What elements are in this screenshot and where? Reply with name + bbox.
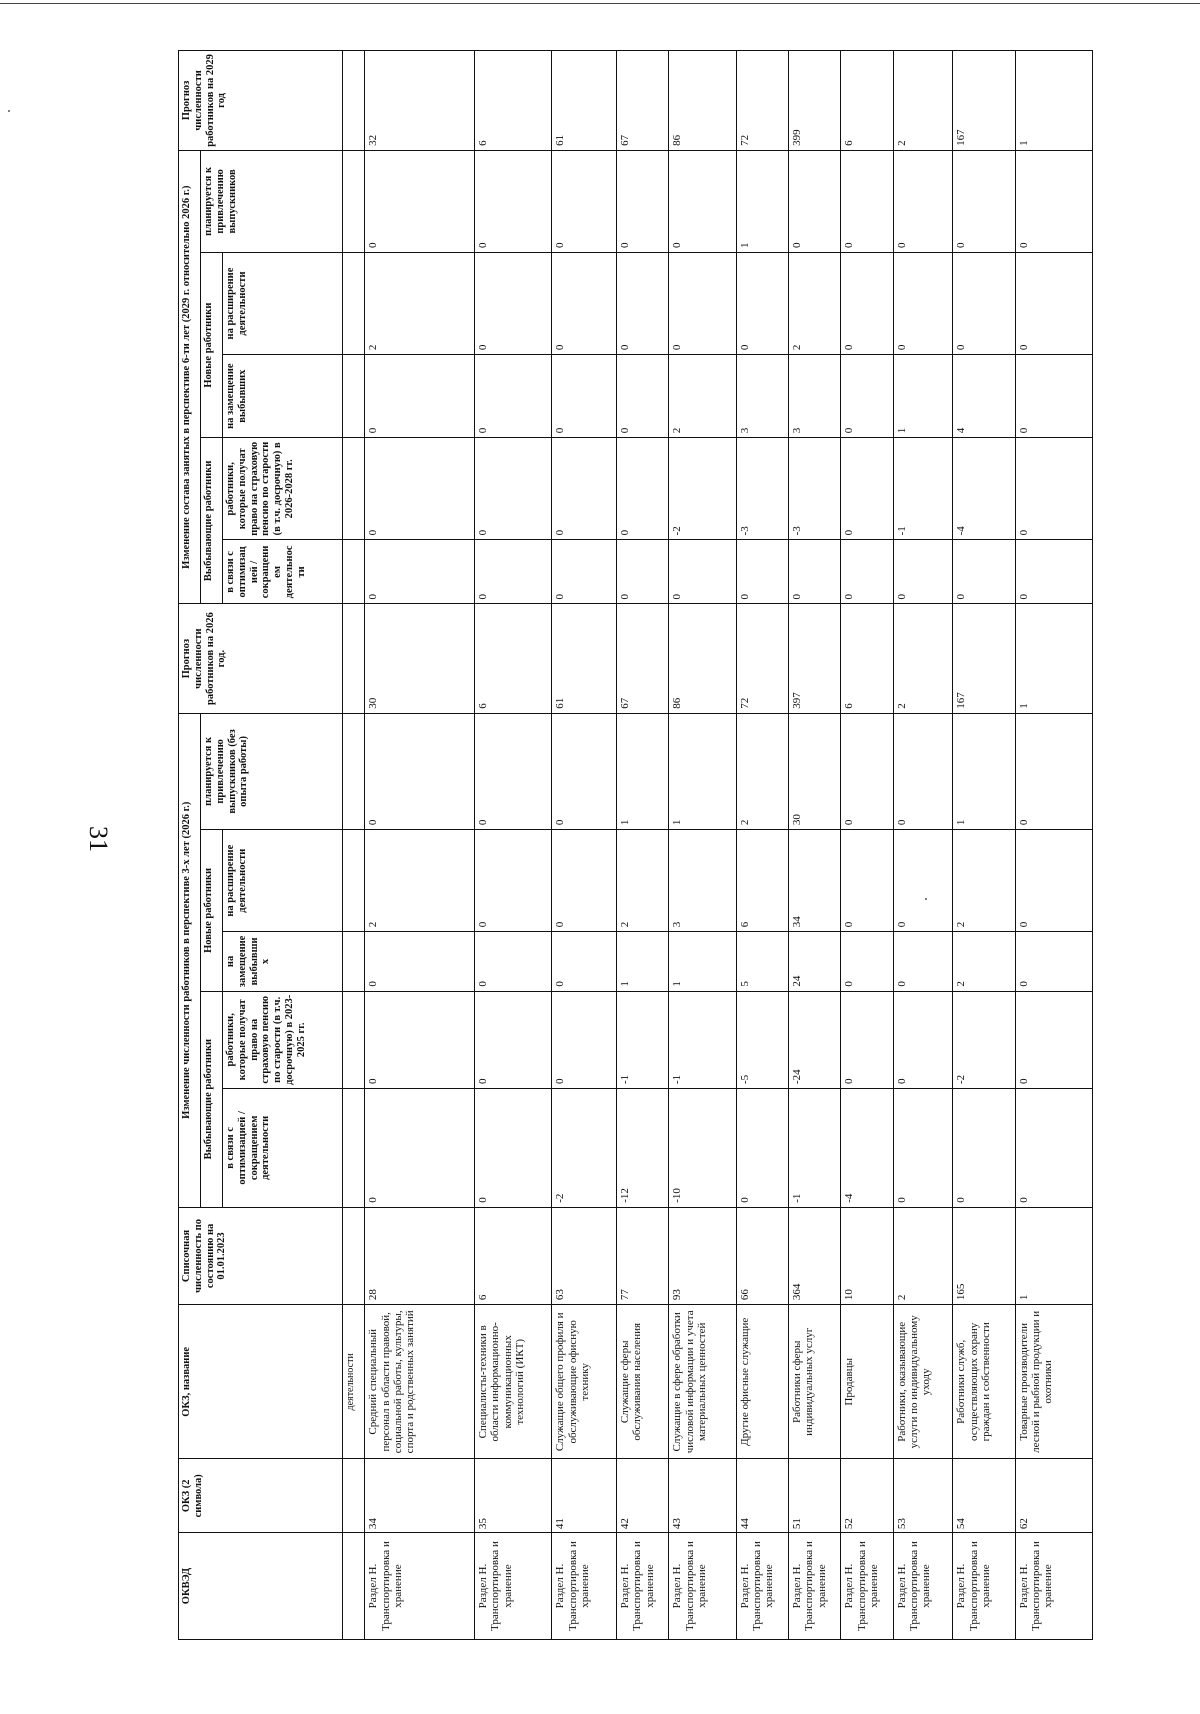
cell-leave-opt-6y: 0 xyxy=(953,540,1015,604)
scan-speck xyxy=(8,110,10,112)
cell-leave-opt-3y: 0 xyxy=(475,1089,552,1208)
cell-headcount-2023: 10 xyxy=(841,1207,893,1304)
cell-okved: Раздел H. Транспортировка и хранение xyxy=(841,1533,893,1640)
header-grads-3y: планируется к привлечению выпускников (без опыта работы) xyxy=(201,713,343,829)
cell-grads-3y: 0 xyxy=(893,713,953,829)
cell-leave-opt-3y: -2 xyxy=(552,1089,617,1208)
cell-leave-pension-3y: 0 xyxy=(1015,991,1092,1088)
cell-grads-3y: 1 xyxy=(617,713,669,829)
cell-grads-3y: 0 xyxy=(1015,713,1092,829)
cell-leave-pension-3y: -5 xyxy=(736,991,788,1088)
cell-leave-opt-6y: 0 xyxy=(365,540,475,604)
cell-leave-pension-3y: 0 xyxy=(841,991,893,1088)
cell-leave-opt-6y: 0 xyxy=(841,540,893,604)
cell-leave-pension-3y: 0 xyxy=(365,991,475,1088)
cell-forecast-2026: 86 xyxy=(669,604,736,713)
table-row xyxy=(788,51,840,1640)
table-body xyxy=(343,51,1093,1640)
cell-leave-pension-6y: 0 xyxy=(1015,438,1092,540)
header-okz-code: ОКЗ (2 символа) xyxy=(179,1459,343,1533)
cell-new-expand-6y: 0 xyxy=(552,252,617,354)
cell-grads-6y: 0 xyxy=(552,150,617,252)
cell-leave-pension-6y: 0 xyxy=(841,438,893,540)
cell-leave-pension-6y: -1 xyxy=(893,438,953,540)
cell-okved: Раздел H. Транспортировка и хранение xyxy=(617,1533,669,1640)
header-leaving-6y: Выбывающие работники xyxy=(201,438,223,604)
cell-forecast-2029: 67 xyxy=(617,51,669,151)
cell-forecast-2029: 167 xyxy=(953,51,1015,151)
header-new-replace-3y: на замещение выбывших xyxy=(223,932,343,991)
cell-leave-pension-6y: -2 xyxy=(669,438,736,540)
cell-new-expand-6y: 0 xyxy=(617,252,669,354)
cell-okz-name: Работники, оказывающие услуги по индивидуальному уходу xyxy=(893,1305,953,1459)
cell-new-expand-6y: 2 xyxy=(365,252,475,354)
cell-new-expand-3y: 2 xyxy=(365,830,475,932)
cell-new-replace-3y: 24 xyxy=(788,932,840,991)
cell-grads-6y: 0 xyxy=(669,150,736,252)
table-row xyxy=(841,51,893,1640)
cell-headcount-2023: 1 xyxy=(1015,1207,1092,1304)
cell-grads-6y: 0 xyxy=(475,150,552,252)
cell-leave-opt-3y: 0 xyxy=(893,1089,953,1208)
carryover-text: деятельности xyxy=(343,1305,365,1459)
cell-grads-3y: 0 xyxy=(365,713,475,829)
cell-grads-6y: 0 xyxy=(953,150,1015,252)
cell-grads-3y: 1 xyxy=(669,713,736,829)
cell-forecast-2026: 2 xyxy=(893,604,953,713)
cell-leave-opt-6y: 0 xyxy=(736,540,788,604)
cell-leave-opt-3y: 0 xyxy=(365,1089,475,1208)
cell-leave-pension-6y: 0 xyxy=(365,438,475,540)
header-grads-6y: планируется к привлечению выпускников xyxy=(201,150,343,252)
cell-leave-pension-3y: 0 xyxy=(552,991,617,1088)
cell-grads-6y: 0 xyxy=(788,150,840,252)
cell-new-expand-6y: 2 xyxy=(788,252,840,354)
cell-okved: Раздел H. Транспортировка и хранение xyxy=(365,1533,475,1640)
page-number: 31 xyxy=(84,826,113,852)
cell-new-expand-3y: 3 xyxy=(669,830,736,932)
cell-okz-code: 43 xyxy=(669,1459,736,1533)
cell-forecast-2026: 72 xyxy=(736,604,788,713)
cell-grads-6y: 0 xyxy=(893,150,953,252)
cell-new-replace-6y: 0 xyxy=(1015,355,1092,438)
cell-new-expand-3y: 0 xyxy=(475,830,552,932)
cell-grads-6y: 1 xyxy=(736,150,788,252)
cell-leave-opt-6y: 0 xyxy=(669,540,736,604)
cell-leave-opt-3y: -12 xyxy=(617,1089,669,1208)
cell-okz-code: 53 xyxy=(893,1459,953,1533)
cell-forecast-2029: 61 xyxy=(552,51,617,151)
cell-okz-code: 62 xyxy=(1015,1459,1092,1533)
cell-okved: Раздел H. Транспортировка и хранение xyxy=(669,1533,736,1640)
cell-new-replace-6y: 4 xyxy=(953,355,1015,438)
cell-leave-pension-6y: 0 xyxy=(617,438,669,540)
cell-new-expand-3y: 0 xyxy=(552,830,617,932)
cell-leave-pension-3y: 0 xyxy=(893,991,953,1088)
cell-leave-pension-3y: -1 xyxy=(617,991,669,1088)
header-new-expand-6y: на расширение деятельности xyxy=(223,252,343,354)
cell-okz-name: Служащие сферы обслуживания населения xyxy=(617,1305,669,1459)
cell-new-expand-3y: 34 xyxy=(788,830,840,932)
carryover-row xyxy=(343,51,365,1640)
cell-forecast-2029: 86 xyxy=(669,51,736,151)
header-new-6y: Новые работники xyxy=(201,252,223,437)
cell-forecast-2029: 6 xyxy=(841,51,893,151)
cell-leave-opt-6y: 0 xyxy=(1015,540,1092,604)
cell-leave-opt-3y: 0 xyxy=(953,1089,1015,1208)
cell-new-replace-6y: 1 xyxy=(893,355,953,438)
table-row xyxy=(552,51,617,1640)
cell-new-expand-6y: 0 xyxy=(893,252,953,354)
cell-new-expand-6y: 0 xyxy=(953,252,1015,354)
header-new-replace-6y: на замещение выбывших xyxy=(223,355,343,438)
cell-okved: Раздел H. Транспортировка и хранение xyxy=(953,1533,1015,1640)
cell-okz-name: Товарные производители лесной и рыбной продукции и охотники xyxy=(1015,1305,1092,1459)
cell-forecast-2026: 1 xyxy=(1015,604,1092,713)
cell-okz-name: Специалисты-техники в области информационно-коммуникационных технологий (ИКТ) xyxy=(475,1305,552,1459)
cell-leave-pension-3y: -24 xyxy=(788,991,840,1088)
cell-leave-pension-6y: 0 xyxy=(552,438,617,540)
cell-new-expand-3y: 2 xyxy=(953,830,1015,932)
cell-leave-opt-6y: 0 xyxy=(617,540,669,604)
table-row xyxy=(736,51,788,1640)
cell-grads-3y: 0 xyxy=(552,713,617,829)
cell-new-replace-3y: 0 xyxy=(841,932,893,991)
header-okz-name: ОКЗ, название xyxy=(179,1305,343,1459)
header-forecast-2029: Прогноз численности работников на 2029 год xyxy=(179,51,343,151)
cell-forecast-2026: 30 xyxy=(365,604,475,713)
cell-leave-opt-3y: -4 xyxy=(841,1089,893,1208)
cell-headcount-2023: 93 xyxy=(669,1207,736,1304)
cell-new-replace-3y: 0 xyxy=(1015,932,1092,991)
cell-new-expand-3y: 2 xyxy=(617,830,669,932)
cell-okz-code: 41 xyxy=(552,1459,617,1533)
cell-headcount-2023: 77 xyxy=(617,1207,669,1304)
cell-new-replace-3y: 2 xyxy=(953,932,1015,991)
cell-new-expand-3y: 0 xyxy=(893,830,953,932)
cell-okved: Раздел H. Транспортировка и хранение xyxy=(893,1533,953,1640)
cell-new-replace-6y: 0 xyxy=(552,355,617,438)
cell-new-replace-6y: 0 xyxy=(475,355,552,438)
cell-okz-code: 52 xyxy=(841,1459,893,1533)
cell-okz-code: 42 xyxy=(617,1459,669,1533)
header-new-3y: Новые работники xyxy=(201,830,223,992)
table-row xyxy=(365,51,475,1640)
cell-new-expand-6y: 0 xyxy=(475,252,552,354)
scan-edge-line xyxy=(0,3,1200,4)
cell-okz-name: Работники служб, осуществляющих охрану граждан и собственности xyxy=(953,1305,1015,1459)
cell-new-replace-6y: 0 xyxy=(617,355,669,438)
cell-new-replace-3y: 1 xyxy=(617,932,669,991)
cell-forecast-2026: 6 xyxy=(475,604,552,713)
cell-forecast-2029: 399 xyxy=(788,51,840,151)
cell-new-replace-3y: 1 xyxy=(669,932,736,991)
cell-headcount-2023: 165 xyxy=(953,1207,1015,1304)
cell-leave-opt-6y: 0 xyxy=(788,540,840,604)
cell-okz-name: Продавцы xyxy=(841,1305,893,1459)
cell-forecast-2029: 6 xyxy=(475,51,552,151)
header-new-expand-3y: на расширение деятельности xyxy=(223,830,343,932)
cell-okved: Раздел H. Транспортировка и хранение xyxy=(475,1533,552,1640)
cell-grads-3y: 30 xyxy=(788,713,840,829)
cell-headcount-2023: 364 xyxy=(788,1207,840,1304)
cell-headcount-2023: 6 xyxy=(475,1207,552,1304)
cell-okz-code: 44 xyxy=(736,1459,788,1533)
table-row xyxy=(617,51,669,1640)
cell-new-replace-6y: 0 xyxy=(841,355,893,438)
cell-headcount-2023: 2 xyxy=(893,1207,953,1304)
cell-grads-3y: 2 xyxy=(736,713,788,829)
cell-leave-pension-3y: -1 xyxy=(669,991,736,1088)
cell-leave-pension-3y: 0 xyxy=(475,991,552,1088)
cell-leave-opt-3y: 0 xyxy=(1015,1089,1092,1208)
cell-okved: Раздел H. Транспортировка и хранение xyxy=(1015,1533,1092,1640)
cell-headcount-2023: 63 xyxy=(552,1207,617,1304)
cell-okz-code: 51 xyxy=(788,1459,840,1533)
cell-new-replace-3y: 0 xyxy=(893,932,953,991)
table-row xyxy=(893,51,953,1640)
cell-okz-name: Средний специальный персонал в области правовой, социальной работы, культуры, спорта и родственных занятий xyxy=(365,1305,475,1459)
cell-leave-opt-3y: 0 xyxy=(736,1089,788,1208)
header-leave-opt-6y: в связи с оптимизацией / сокращением деятельности xyxy=(223,540,343,604)
cell-leave-pension-3y: -2 xyxy=(953,991,1015,1088)
cell-leave-opt-3y: -10 xyxy=(669,1089,736,1208)
header-change-3y: Изменение численности работников в перспективе 3-х лет (2026 г.) xyxy=(179,713,201,1207)
cell-forecast-2029: 2 xyxy=(893,51,953,151)
cell-leave-pension-6y: -3 xyxy=(736,438,788,540)
table-row xyxy=(953,51,1015,1640)
cell-forecast-2026: 6 xyxy=(841,604,893,713)
cell-okz-name: Работники сферы индивидуальных услуг xyxy=(788,1305,840,1459)
cell-new-expand-3y: 6 xyxy=(736,830,788,932)
cell-leave-opt-6y: 0 xyxy=(893,540,953,604)
cell-leave-opt-6y: 0 xyxy=(475,540,552,604)
cell-grads-6y: 0 xyxy=(365,150,475,252)
table-header xyxy=(179,51,343,1640)
cell-forecast-2026: 397 xyxy=(788,604,840,713)
cell-new-replace-6y: 0 xyxy=(365,355,475,438)
header-leave-pension-3y: работники, которые получат право на страховую пенсию по старости (в т.ч. досрочную) в 2023-2025 гг. xyxy=(223,991,343,1088)
cell-forecast-2029: 32 xyxy=(365,51,475,151)
cell-okz-code: 35 xyxy=(475,1459,552,1533)
cell-headcount-2023: 28 xyxy=(365,1207,475,1304)
cell-new-expand-6y: 0 xyxy=(736,252,788,354)
cell-leave-pension-6y: 0 xyxy=(475,438,552,540)
cell-forecast-2029: 1 xyxy=(1015,51,1092,151)
cell-new-replace-3y: 0 xyxy=(552,932,617,991)
cell-new-expand-3y: 0 xyxy=(1015,830,1092,932)
cell-new-replace-3y: 0 xyxy=(365,932,475,991)
cell-okz-code: 34 xyxy=(365,1459,475,1533)
cell-okz-code: 54 xyxy=(953,1459,1015,1533)
cell-grads-3y: 1 xyxy=(953,713,1015,829)
cell-leave-opt-3y: -1 xyxy=(788,1089,840,1208)
cell-okz-name: Другие офисные служащие xyxy=(736,1305,788,1459)
cell-grads-6y: 0 xyxy=(1015,150,1092,252)
cell-new-replace-3y: 5 xyxy=(736,932,788,991)
cell-grads-3y: 0 xyxy=(841,713,893,829)
workforce-forecast-table xyxy=(178,50,1093,1640)
cell-okved: Раздел H. Транспортировка и хранение xyxy=(788,1533,840,1640)
cell-new-replace-3y: 0 xyxy=(475,932,552,991)
cell-new-replace-6y: 3 xyxy=(736,355,788,438)
header-forecast-2026: Прогноз численности работников на 2026 год. xyxy=(179,604,343,713)
header-okved: ОКВЭД xyxy=(179,1533,343,1640)
header-leave-pension-6y: работники, которые получат право на страховую пенсию по старости (в т.ч. досрочную) в 2026-2028 гг. xyxy=(223,438,343,540)
cell-new-expand-3y: 0 xyxy=(841,830,893,932)
cell-grads-6y: 0 xyxy=(841,150,893,252)
cell-new-expand-6y: 0 xyxy=(669,252,736,354)
cell-new-expand-6y: 0 xyxy=(1015,252,1092,354)
header-headcount-2023: Списочная численность по состоянию на 01.01.2023 xyxy=(179,1207,343,1304)
cell-okved: Раздел H. Транспортировка и хранение xyxy=(552,1533,617,1640)
cell-okz-name: Служащие общего профиля и обслуживающие офисную технику xyxy=(552,1305,617,1459)
rotated-table-wrapper xyxy=(178,50,1093,1640)
header-leaving-3y: Выбывающие работники xyxy=(201,991,223,1207)
cell-new-replace-6y: 3 xyxy=(788,355,840,438)
cell-new-replace-6y: 2 xyxy=(669,355,736,438)
table-row xyxy=(475,51,552,1640)
cell-headcount-2023: 66 xyxy=(736,1207,788,1304)
cell-leave-pension-6y: -3 xyxy=(788,438,840,540)
header-leave-opt-3y: в связи с оптимизацией / сокращением деятельности xyxy=(223,1089,343,1208)
cell-forecast-2026: 61 xyxy=(552,604,617,713)
cell-new-expand-6y: 0 xyxy=(841,252,893,354)
cell-okved: Раздел H. Транспортировка и хранение xyxy=(736,1533,788,1640)
cell-grads-6y: 0 xyxy=(617,150,669,252)
cell-forecast-2026: 67 xyxy=(617,604,669,713)
cell-okz-name: Служащие в сфере обработки числовой информации и учета материальных ценностей xyxy=(669,1305,736,1459)
table-row xyxy=(669,51,736,1640)
cell-forecast-2029: 72 xyxy=(736,51,788,151)
cell-forecast-2026: 167 xyxy=(953,604,1015,713)
cell-leave-opt-6y: 0 xyxy=(552,540,617,604)
table-row xyxy=(1015,51,1092,1640)
header-change-6y: Изменение состава занятых в перспективе 6-ти лет (2029 г. относительно 2026 г.) xyxy=(179,150,201,604)
cell-grads-3y: 0 xyxy=(475,713,552,829)
cell-leave-pension-6y: -4 xyxy=(953,438,1015,540)
